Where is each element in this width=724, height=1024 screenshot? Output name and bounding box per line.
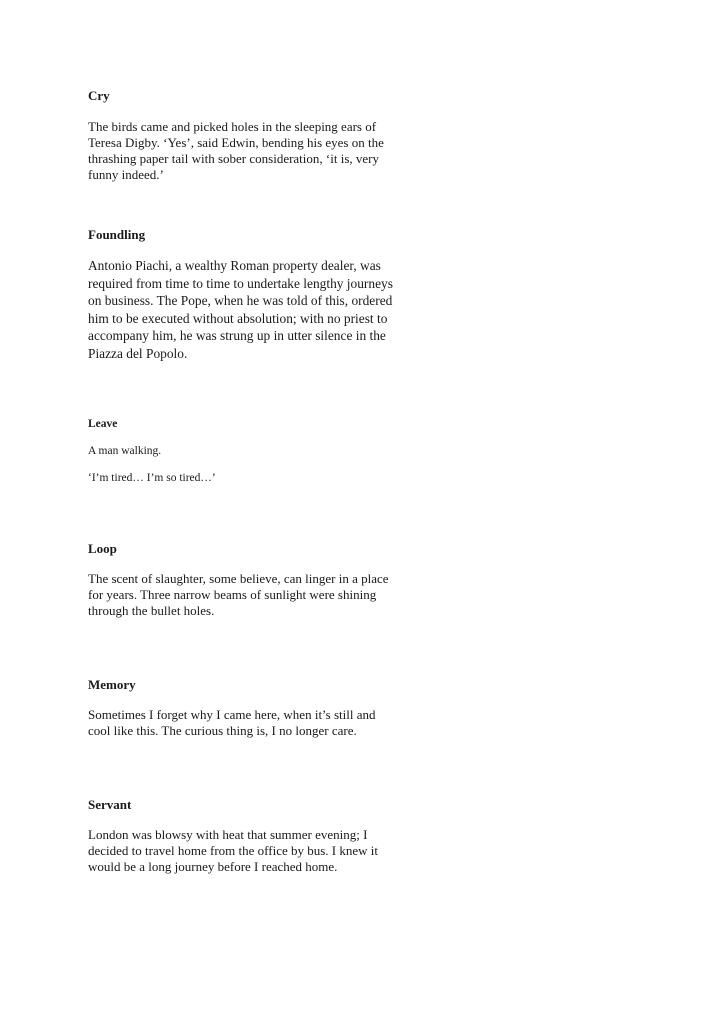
- section-memory: [88, 677, 398, 739]
- section-cry: [88, 88, 398, 183]
- section-leave: [88, 417, 398, 485]
- section-title: Foundling: [88, 227, 146, 242]
- section-paragraph: The scent of slaughter, some believe, can linger in a place for years. Three narrow beams of sunlight were shining through the bullet holes.: [88, 571, 389, 618]
- section-paragraph: The birds came and picked holes in the sleeping ears of Teresa Digby. ‘Yes’, said Edwin, bending his eyes on the thrashing paper tail with sober consideration, ‘it is, very funny indeed.’: [88, 119, 384, 182]
- section-title: Leave: [88, 418, 118, 430]
- section-title: Memory: [88, 677, 136, 692]
- section-paragraph: London was blowsy with heat that summer evening; I decided to travel home from the office by bus. I knew it would be a long journey before I reached home.: [88, 827, 379, 874]
- section-loop: [88, 541, 398, 619]
- section-paragraph: ‘I’m tired… I’m so tired…’: [88, 472, 216, 484]
- section-title: Loop: [88, 541, 117, 556]
- section-paragraph: Antonio Piachi, a wealthy Roman property dealer, was required from time to time to undertake lengthy journeys on business. The Pope, when he was told of this, ordered him to be executed without absolution; with no priest to accompany him, he was strung up in utter silence in the Piazza del Popolo.: [88, 258, 393, 361]
- section-title: Servant: [88, 797, 132, 812]
- section-paragraph: Sometimes I forget why I came here, when it’s still and cool like this. The curious thing is, I no longer care.: [88, 707, 376, 738]
- section-servant: [88, 797, 398, 875]
- section-paragraph: A man walking.: [88, 445, 162, 457]
- section-title: Cry: [88, 88, 110, 103]
- section-foundling: [88, 227, 398, 363]
